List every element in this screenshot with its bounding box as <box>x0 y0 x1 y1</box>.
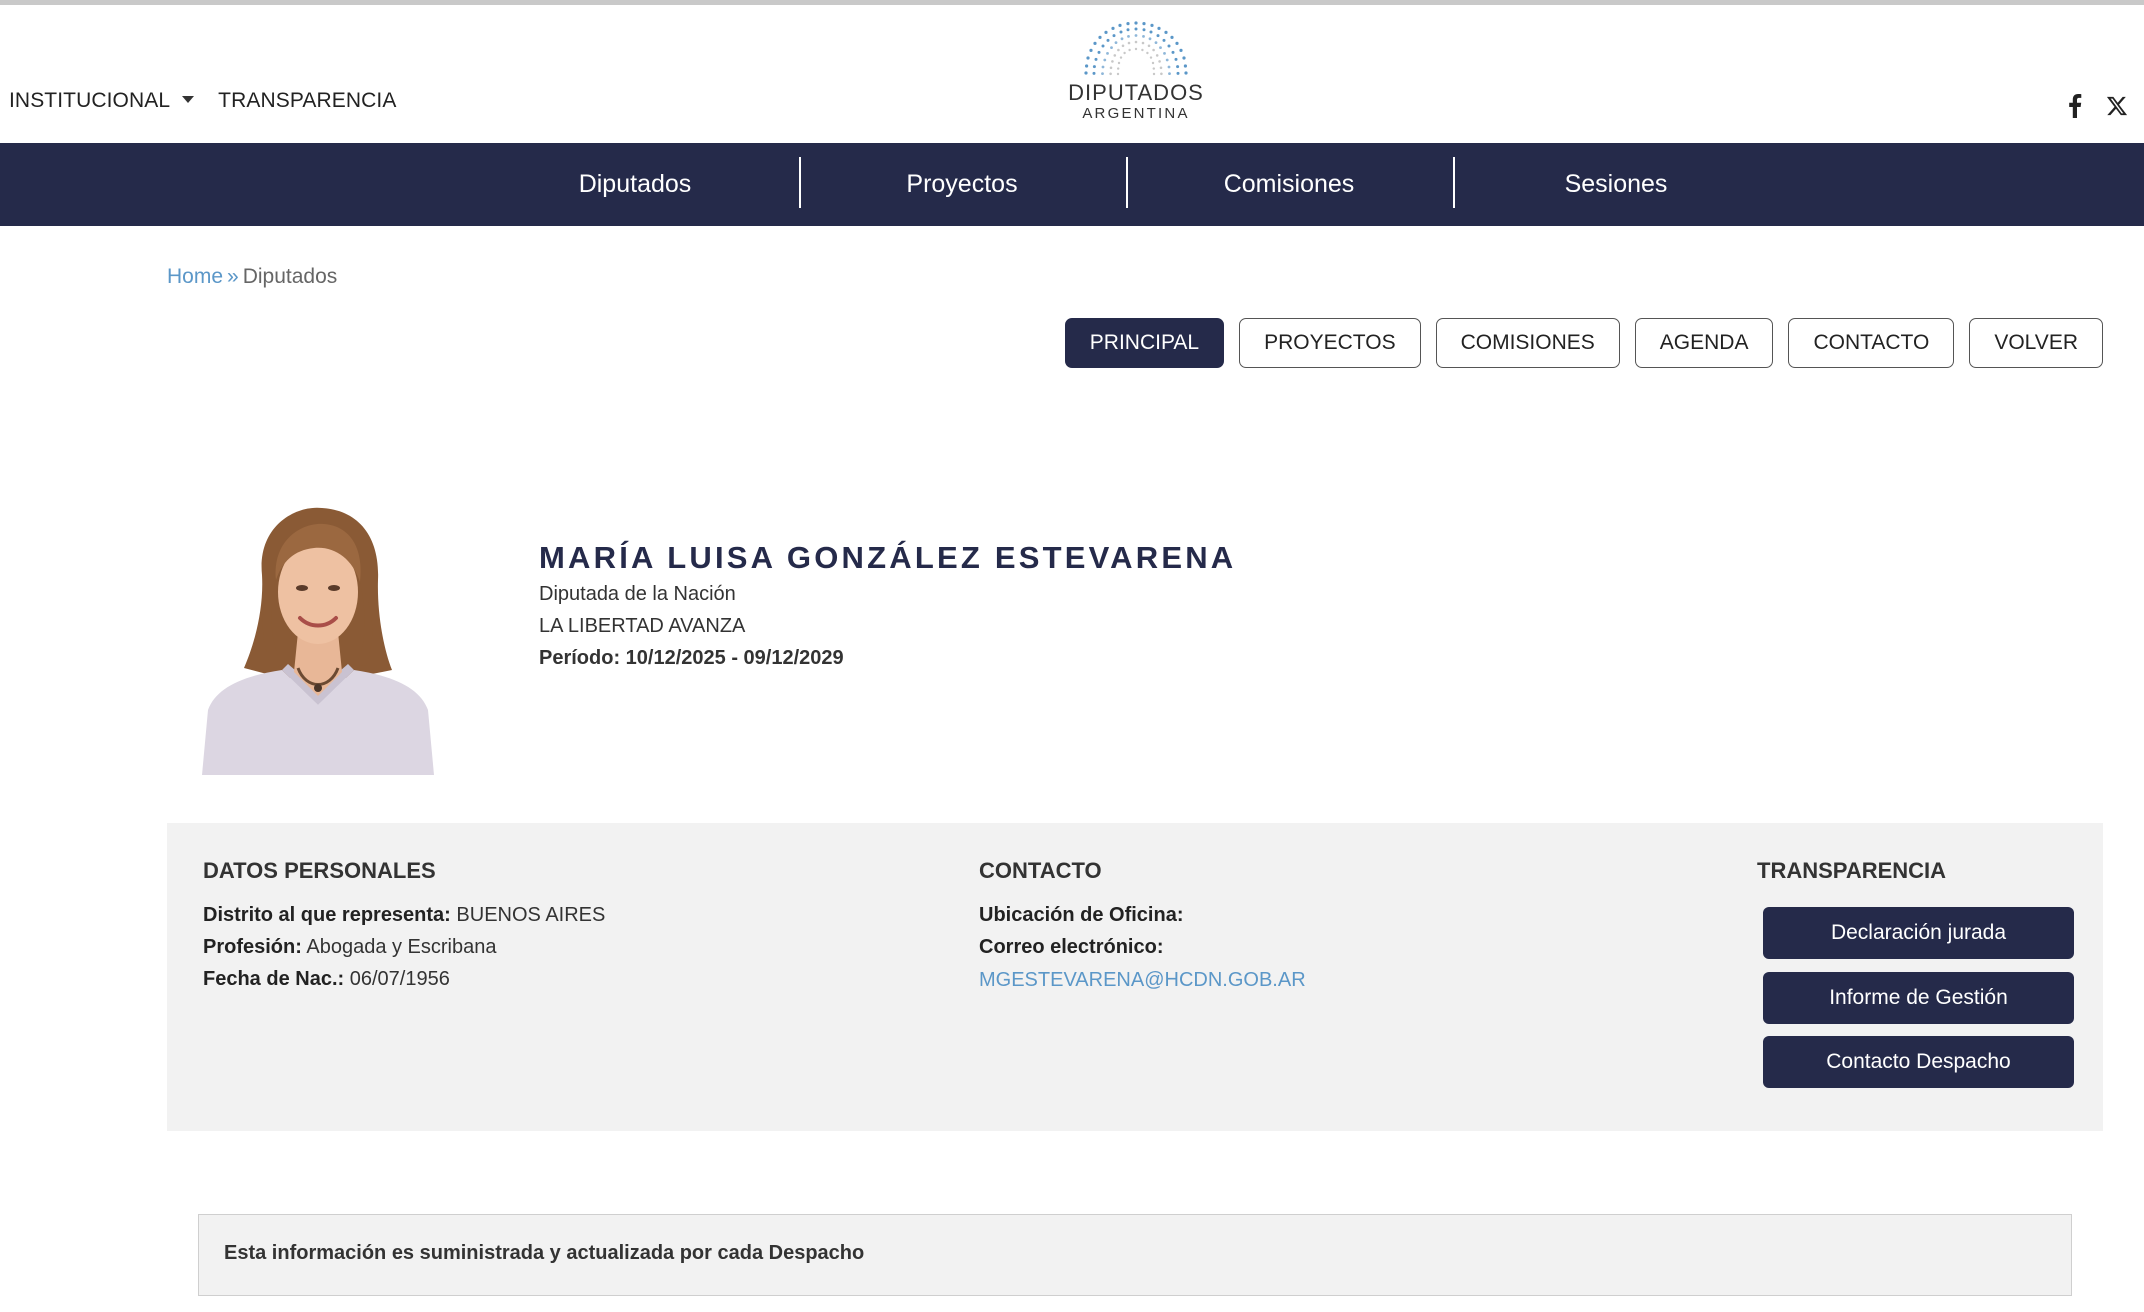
transparencia-link[interactable]: TRANSPARENCIA <box>218 89 397 112</box>
transparency-title: TRANSPARENCIA <box>1757 858 1947 883</box>
contact-title: CONTACTO <box>979 858 1102 883</box>
tab-contacto[interactable]: CONTACTO <box>1788 318 1954 368</box>
breadcrumb <box>167 265 337 289</box>
deputy-role: Diputada de la Nación <box>539 583 736 605</box>
profile-info <box>539 538 1236 674</box>
contacto-despacho-button[interactable]: Contacto Despacho <box>1763 1036 2074 1088</box>
nav-item-diputados[interactable]: Diputados <box>578 170 692 198</box>
email-label: Correo electrónico: <box>979 936 1164 958</box>
informe-gestion-button[interactable]: Informe de Gestión <box>1763 972 2074 1024</box>
logo-title: DIPUTADOS <box>1068 80 1204 105</box>
breadcrumb-current: Diputados <box>242 265 338 288</box>
info-panel <box>167 823 2103 1131</box>
profession-row <box>203 931 497 963</box>
facebook-icon[interactable] <box>2062 93 2088 119</box>
nav-item-comisiones[interactable]: Comisiones <box>1223 170 1355 198</box>
institucional-dropdown[interactable] <box>9 89 194 113</box>
top-links <box>9 89 396 113</box>
profession-value: Abogada y Escribana <box>306 936 497 958</box>
district-row <box>203 899 605 931</box>
tab-volver[interactable]: VOLVER <box>1969 318 2103 368</box>
top-header <box>0 5 2144 143</box>
profile-tabs <box>1050 318 2103 368</box>
nav-item-proyectos[interactable]: Proyectos <box>906 170 1018 198</box>
deputy-bloc: LA LIBERTAD AVANZA <box>539 615 746 637</box>
breadcrumb-separator: » <box>227 265 239 288</box>
tab-principal[interactable]: PRINCIPAL <box>1065 318 1224 368</box>
district-value: BUENOS AIRES <box>456 904 606 926</box>
email-row <box>979 931 1163 963</box>
info-disclaimer <box>198 1214 2072 1296</box>
diputados-logo[interactable] <box>1064 19 1208 134</box>
disclaimer-text: Esta información es suministrada y actualizada por cada Despacho <box>224 1242 865 1264</box>
deputy-name: MARÍA LUISA GONZÁLEZ ESTEVARENA <box>539 540 1237 575</box>
birthdate-value: 06/07/1956 <box>349 968 450 990</box>
x-twitter-icon[interactable] <box>2104 93 2130 119</box>
personal-data-title: DATOS PERSONALES <box>203 858 436 883</box>
tab-agenda[interactable]: AGENDA <box>1635 318 1774 368</box>
office-label: Ubicación de Oficina: <box>979 904 1184 926</box>
email-link[interactable]: MGESTEVARENA@HCDN.GOB.AR <box>979 969 1306 991</box>
tab-comisiones[interactable]: COMISIONES <box>1436 318 1620 368</box>
logo-subtitle: ARGENTINA <box>1082 105 1190 122</box>
birthdate-label: Fecha de Nac.: <box>203 968 345 990</box>
social-links <box>2062 93 2130 119</box>
hemicycle-logo-icon <box>1081 19 1191 77</box>
institucional-label: INSTITUCIONAL <box>9 89 171 112</box>
nav-item-sesiones[interactable]: Sesiones <box>1564 170 1668 198</box>
tab-proyectos[interactable]: PROYECTOS <box>1239 318 1420 368</box>
profession-label: Profesión: <box>203 936 302 958</box>
office-row <box>979 899 1183 931</box>
breadcrumb-home-link[interactable]: Home <box>167 265 224 288</box>
caret-down-icon <box>182 96 194 103</box>
main-navigation <box>0 143 2144 226</box>
district-label: Distrito al que representa: <box>203 904 451 926</box>
deputy-photo <box>202 500 434 775</box>
birthdate-row <box>203 963 450 995</box>
declaracion-jurada-button[interactable]: Declaración jurada <box>1763 907 2074 959</box>
deputy-period: Período: 10/12/2025 - 09/12/2029 <box>539 647 844 669</box>
